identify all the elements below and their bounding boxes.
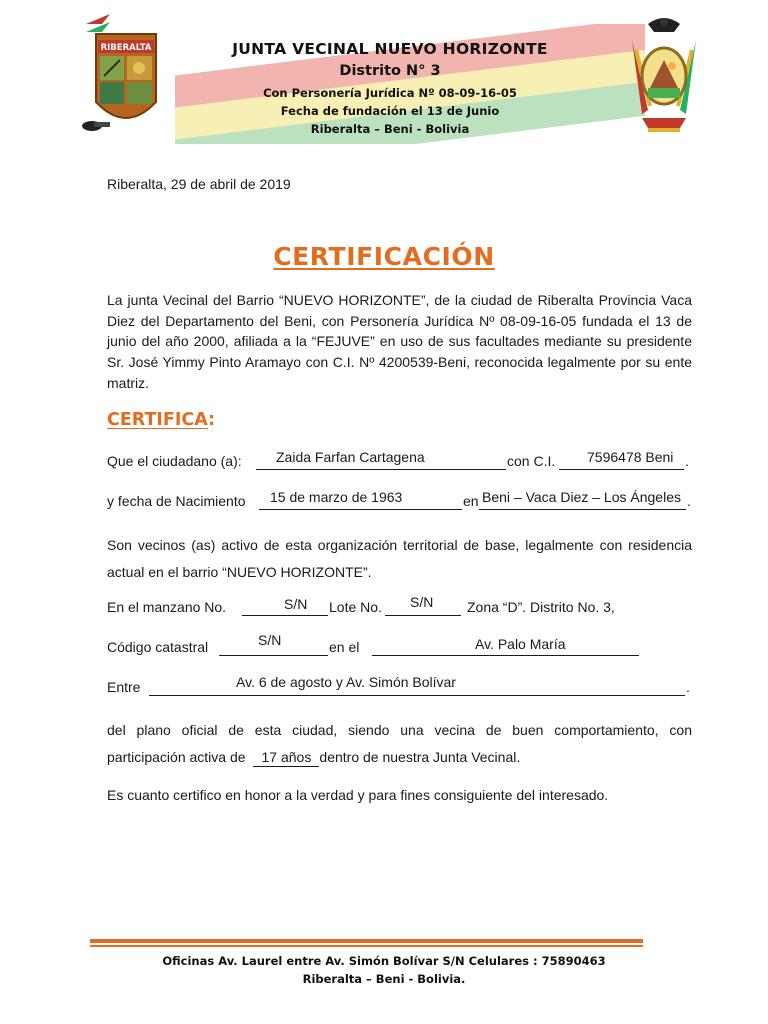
footer-address: Oficinas Av. Laurel entre Av. Simón Bolívar S/N Celulares : 75890463 [162,954,606,968]
plan-paragraph [107,717,692,771]
participation-suffix: dentro de nuestra Junta Vecinal. [319,749,521,765]
foundation-date: Fecha de fundación el 13 de Junio [280,104,500,118]
riberalta-coat-of-arms-logo [80,10,162,140]
legal-registration: Con Personería Jurídica Nº 08-09-16-05 [263,86,517,100]
birth-label: y fecha de Nacimiento [107,493,246,509]
ci-value: 7596478 Beni [587,449,674,465]
document-title [0,242,768,271]
intro-paragraph: La junta Vecinal del Barrio “NUEVO HORIZONTE”, de la ciudad de Riberalta Provincia Vaca Diez del Departamento del Beni, con Personería Jurídica Nº 08-09-16-05 fundada el 13 de junio del año 2000, afiliada a la “FEJUVE” en uso de sus facultades mediante su presidente Sr. José Yimmy Pinto Aramayo con C.I. Nº 4200539-Beni, reconocida legalmente por su ente matriz. [107,292,692,391]
years-value: 17 años [253,749,319,767]
birth-date-value: 15 de marzo de 1963 [270,489,403,505]
svg-text:RIBERALTA: RIBERALTA [100,43,152,53]
letterhead-text [180,40,600,136]
document-title-text: CERTIFICACIÓN [273,242,495,271]
birth-place-label: en [463,493,479,509]
block-label: En el manzano No. [107,599,227,615]
birth-end-dot: . [687,493,691,509]
zone-text: Zona “D”. Distrito No. 3, [467,599,615,615]
letterhead [80,10,700,150]
header-location: Riberalta – Beni - Bolivia [310,122,470,136]
block-value: S/N [284,596,308,612]
closing-paragraph: Es cuanto certifico en honor a la verdad y para fines consiguiente del interesado. [107,787,609,803]
citizen-row [107,453,242,469]
ci-label: con C.I. [507,453,556,469]
between-label: Entre [107,679,141,695]
participation-prefix: participación activa de [107,749,246,765]
footer-rule-thin [90,945,643,947]
footer-rule-thick [90,939,643,943]
certifica-word: CERTIFICA [107,410,209,430]
lot-label: Lote No. [329,599,382,615]
organization-name: JUNTA VECINAL NUEVO HORIZONTE [232,40,548,58]
address-at-label: en el [329,639,360,655]
citizen-name-value: Zaida Farfan Cartagena [276,449,425,465]
ci-end-dot: . [685,453,689,469]
certifica-heading [107,410,215,430]
between-value: Av. 6 de agosto y Av. Simón Bolívar [236,674,456,690]
cadastral-value: S/N [258,632,282,648]
between-end-dot: . [686,679,690,695]
document-date: Riberalta, 29 de abril de 2019 [107,176,291,192]
footer [0,952,768,988]
citizen-label: Que el ciudadano (a): [107,453,242,469]
street-value: Av. Palo María [475,636,566,652]
residents-paragraph: Son vecinos (as) activo de esta organización territorial de base, legalmente con residencia actual en el barrio “NUEVO HORIZONTE”. [107,537,692,580]
footer-location: Riberalta – Beni - Bolivia. [302,972,466,986]
bolivia-coat-of-arms-logo [628,10,700,140]
birth-place-value: Beni – Vaca Diez – Los Ángeles [482,489,681,505]
certifica-colon: : [208,410,216,430]
participation-line [107,744,692,771]
district: Distrito N° 3 [339,63,441,79]
lot-value: S/N [410,594,434,610]
plan-line: del plano oficial de esta ciudad, siendo una vecina de buen comportamiento, con [107,722,692,738]
cadastral-label: Código catastral [107,639,209,655]
